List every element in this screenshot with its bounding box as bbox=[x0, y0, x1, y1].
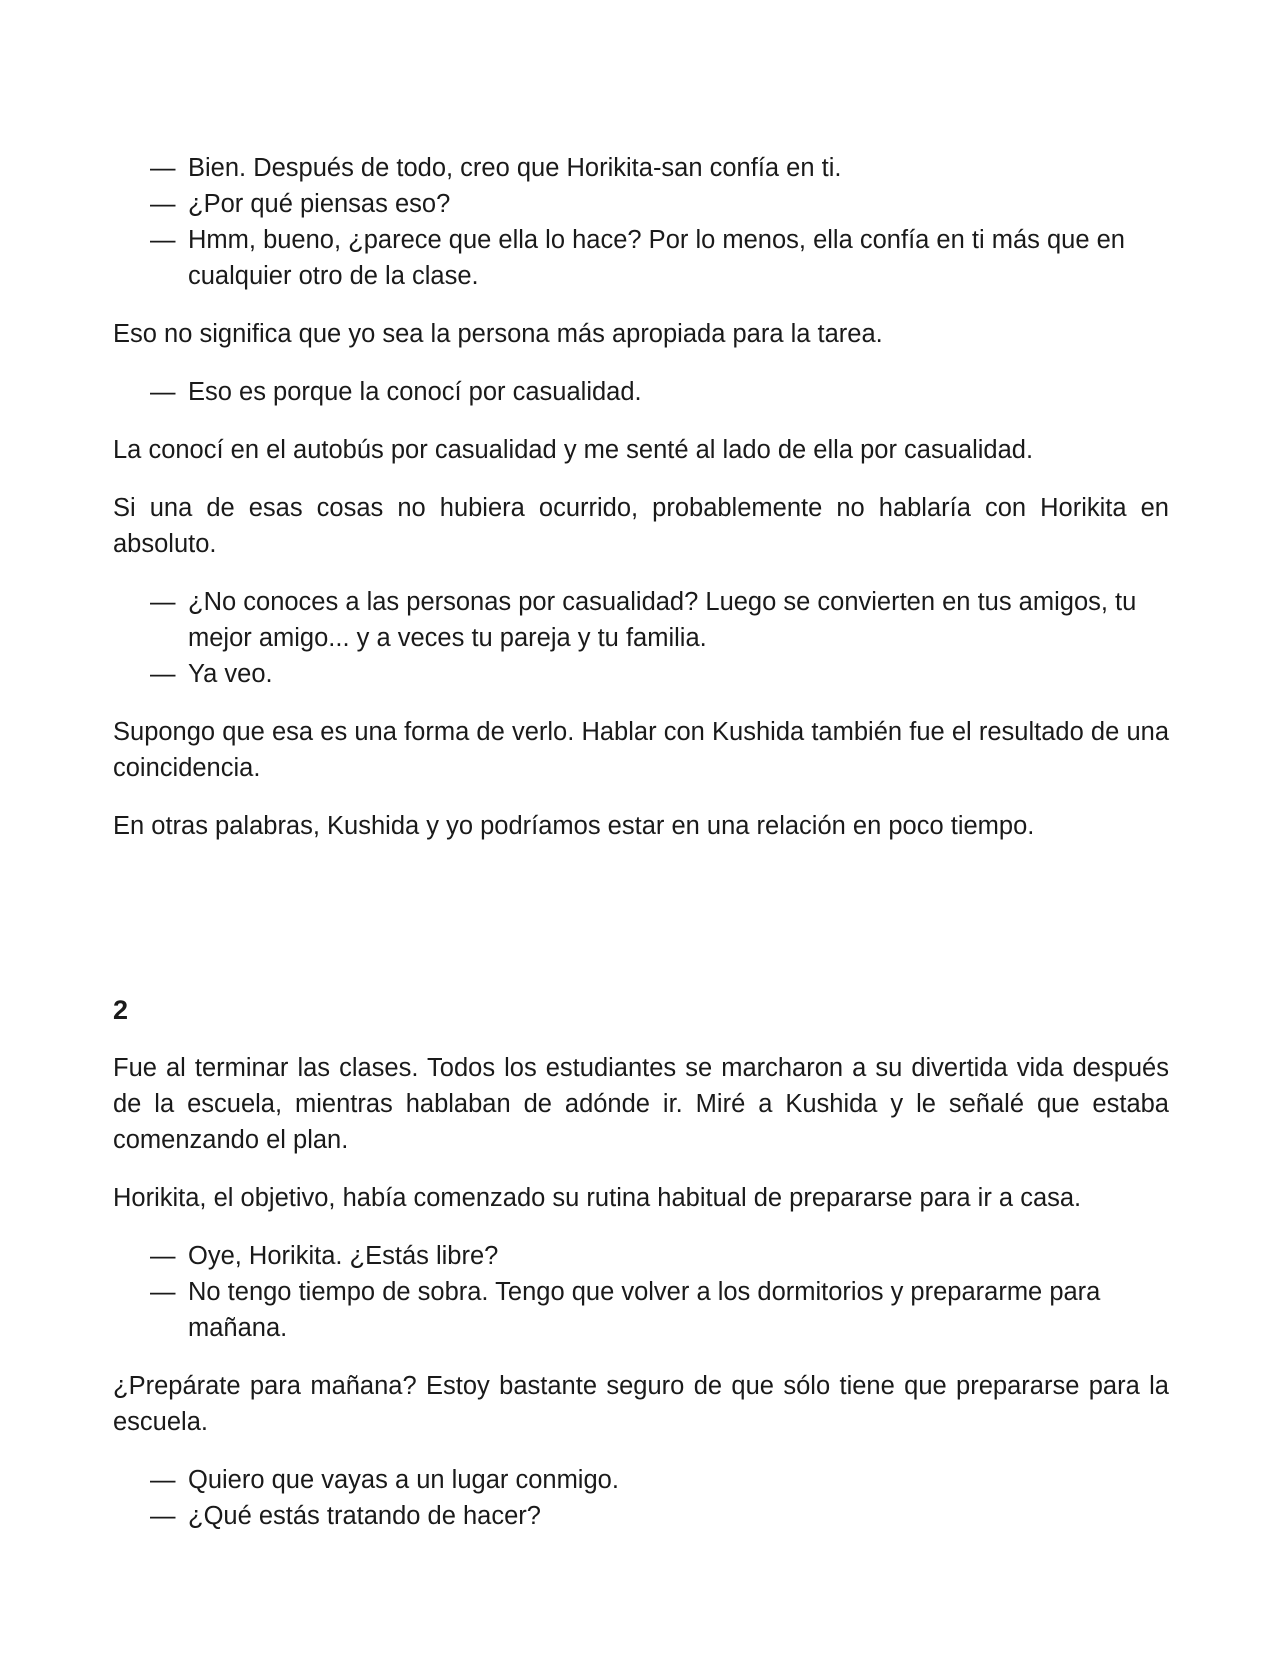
dialogue-dash: — bbox=[150, 660, 176, 688]
dialogue-line bbox=[113, 222, 1169, 294]
dialogue-text: Ya veo. bbox=[188, 660, 273, 688]
narration-paragraph: Si una de esas cosas no hubiera ocurrido, probablemente no hablaría con Horikita en absoluto. bbox=[113, 494, 1169, 558]
dialogue-block bbox=[113, 1238, 1169, 1346]
narration-paragraph: Fue al terminar las clases. Todos los estudiantes se marcharon a su divertida vida después de la escuela, mientras hablaban de adónde ir. Miré a Kushida y le señalé que estaba comenzando el plan. bbox=[113, 1054, 1169, 1154]
dialogue-dash: — bbox=[150, 1242, 176, 1270]
dialogue-text: ¿Por qué piensas eso? bbox=[188, 190, 451, 218]
dialogue-line bbox=[113, 1274, 1169, 1346]
dialogue-dash: — bbox=[150, 154, 176, 182]
dialogue-line bbox=[113, 186, 1169, 222]
dialogue-dash: — bbox=[150, 1466, 176, 1494]
dialogue-dash: — bbox=[150, 378, 176, 406]
dialogue-text: Oye, Horikita. ¿Estás libre? bbox=[188, 1242, 499, 1270]
dialogue-line bbox=[113, 150, 1169, 186]
dialogue-block bbox=[113, 1462, 1169, 1534]
dialogue-text: Hmm, bueno, ¿parece que ella lo hace? Por lo menos, ella confía en ti más que en cualquier otro de la clase. bbox=[188, 226, 1125, 290]
narration-paragraph: La conocí en el autobús por casualidad y me senté al lado de ella por casualidad. bbox=[113, 436, 1034, 464]
dialogue-dash: — bbox=[150, 1278, 176, 1306]
dialogue-dash: — bbox=[150, 190, 176, 218]
narration-paragraph: ¿Prepárate para mañana? Estoy bastante seguro de que sólo tiene que prepararse para la escuela. bbox=[113, 1372, 1169, 1436]
dialogue-line bbox=[113, 656, 1169, 692]
narration-paragraph: Eso no significa que yo sea la persona más apropiada para la tarea. bbox=[113, 320, 883, 348]
narration-paragraph: Supongo que esa es una forma de verlo. Hablar con Kushida también fue el resultado de una coincidencia. bbox=[113, 718, 1169, 782]
dialogue-block bbox=[113, 374, 1169, 410]
dialogue-line bbox=[113, 1462, 1169, 1498]
dialogue-text: Bien. Después de todo, creo que Horikita-san confía en ti. bbox=[188, 154, 842, 182]
dialogue-text: No tengo tiempo de sobra. Tengo que volver a los dormitorios y prepararme para mañana. bbox=[188, 1278, 1101, 1342]
section-number: 2 bbox=[113, 995, 129, 1025]
dialogue-text: Quiero que vayas a un lugar conmigo. bbox=[188, 1466, 619, 1494]
narration-paragraph: Horikita, el objetivo, había comenzado su rutina habitual de prepararse para ir a casa. bbox=[113, 1184, 1082, 1212]
dialogue-dash: — bbox=[150, 1502, 176, 1530]
narration-paragraph: En otras palabras, Kushida y yo podríamos estar en una relación en poco tiempo. bbox=[113, 812, 1035, 840]
dialogue-line bbox=[113, 584, 1169, 656]
dialogue-text: Eso es porque la conocí por casualidad. bbox=[188, 378, 642, 406]
dialogue-text: ¿Qué estás tratando de hacer? bbox=[188, 1502, 541, 1530]
dialogue-block bbox=[113, 584, 1169, 692]
dialogue-line bbox=[113, 1238, 1169, 1274]
dialogue-line bbox=[113, 374, 1169, 410]
dialogue-text: ¿No conoces a las personas por casualidad? Luego se convierten en tus amigos, tu mejor amigo... y a veces tu pareja y tu familia. bbox=[188, 588, 1137, 652]
dialogue-block bbox=[113, 150, 1169, 294]
document-page bbox=[113, 150, 1169, 1556]
dialogue-dash: — bbox=[150, 226, 176, 254]
dialogue-line bbox=[113, 1498, 1169, 1534]
dialogue-dash: — bbox=[150, 588, 176, 616]
